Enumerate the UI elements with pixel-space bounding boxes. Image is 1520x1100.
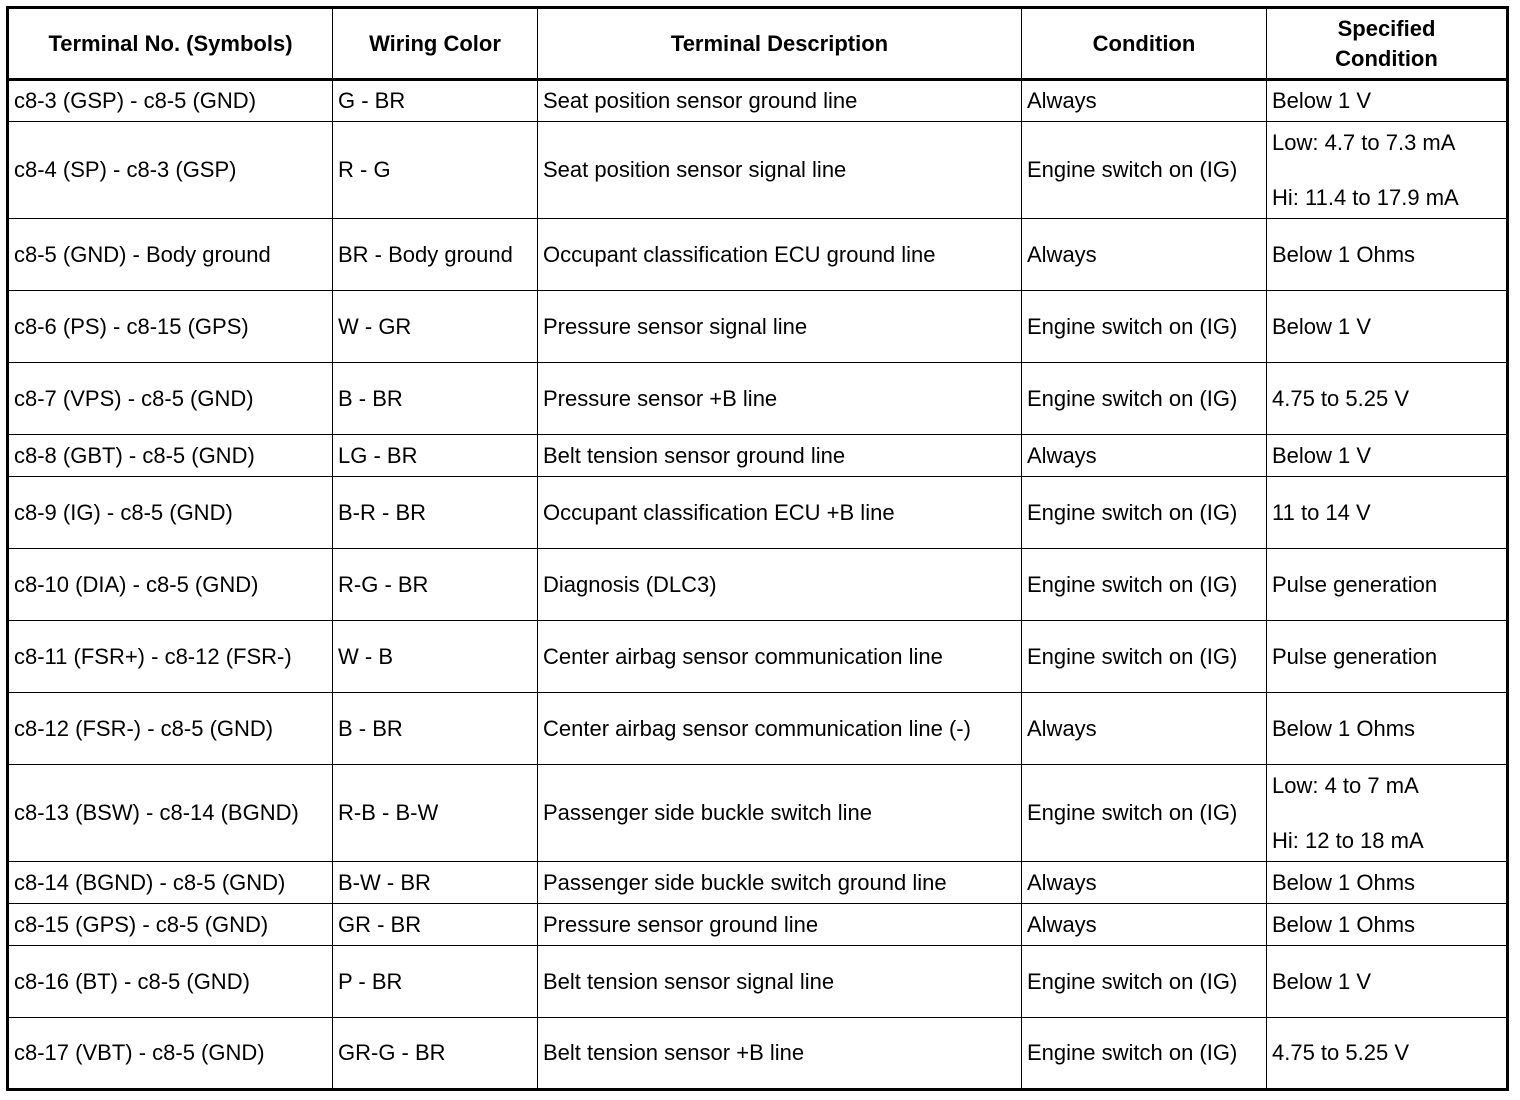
specified-condition-value: Pulse generation — [1272, 571, 1438, 597]
specified-condition-cell — [1267, 904, 1508, 946]
terminal-cell: c8-9 (IG) - c8-5 (GND) — [8, 477, 333, 549]
wiring-color-cell: W - B — [333, 621, 538, 693]
specified-condition-cell — [1267, 549, 1508, 621]
header-terminal-description: Terminal Description — [538, 8, 1022, 80]
specified-condition-values — [1272, 86, 1501, 116]
table-row — [8, 904, 1508, 946]
table-row — [8, 862, 1508, 904]
terminal-cell: c8-6 (PS) - c8-15 (GPS) — [8, 291, 333, 363]
table-header — [8, 8, 1508, 80]
terminal-spec-table — [6, 6, 1509, 1091]
specified-condition-value: Below 1 Ohms — [1272, 241, 1416, 267]
description-cell: Belt tension sensor ground line — [538, 435, 1022, 477]
terminal-cell: c8-4 (SP) - c8-3 (GSP) — [8, 122, 333, 219]
terminal-cell: c8-15 (GPS) - c8-5 (GND) — [8, 904, 333, 946]
condition-cell: Always — [1022, 219, 1267, 291]
specified-condition-value: Below 1 V — [1272, 968, 1372, 994]
specified-condition-cell — [1267, 693, 1508, 765]
specified-condition-cell — [1267, 1018, 1508, 1090]
wiring-color-cell: B-W - BR — [333, 862, 538, 904]
table-row — [8, 122, 1508, 219]
description-cell: Center airbag sensor communication line (-) — [538, 693, 1022, 765]
specified-condition-values — [1272, 128, 1501, 213]
terminal-cell: c8-8 (GBT) - c8-5 (GND) — [8, 435, 333, 477]
terminal-cell: c8-13 (BSW) - c8-14 (BGND) — [8, 765, 333, 862]
terminal-cell: c8-5 (GND) - Body ground — [8, 219, 333, 291]
condition-cell: Engine switch on (IG) — [1022, 946, 1267, 1018]
header-wiring-color: Wiring Color — [333, 8, 538, 80]
specified-condition-value: Below 1 V — [1272, 442, 1372, 468]
specified-condition-value: Below 1 Ohms — [1272, 715, 1416, 741]
specified-condition-values — [1272, 967, 1501, 997]
specified-condition-values — [1272, 441, 1501, 471]
specified-condition-value: Hi: 12 to 18 mA — [1272, 827, 1424, 853]
specified-condition-cell — [1267, 862, 1508, 904]
condition-cell: Engine switch on (IG) — [1022, 122, 1267, 219]
terminal-cell: c8-7 (VPS) - c8-5 (GND) — [8, 363, 333, 435]
description-cell: Passenger side buckle switch ground line — [538, 862, 1022, 904]
specified-condition-cell — [1267, 363, 1508, 435]
wiring-color-cell: GR - BR — [333, 904, 538, 946]
description-cell: Belt tension sensor +B line — [538, 1018, 1022, 1090]
wiring-color-cell: BR - Body ground — [333, 219, 538, 291]
specified-condition-value: 4.75 to 5.25 V — [1272, 1040, 1409, 1065]
wiring-color-cell: G - BR — [333, 80, 538, 122]
wiring-color-cell: GR-G - BR — [333, 1018, 538, 1090]
specified-condition-cell — [1267, 621, 1508, 693]
table-row — [8, 80, 1508, 122]
wiring-color-cell: R - G — [333, 122, 538, 219]
specified-condition-value: Low: 4 to 7 mA — [1272, 772, 1419, 798]
specified-condition-value: Below 1 V — [1272, 88, 1372, 113]
description-cell: Occupant classification ECU ground line — [538, 219, 1022, 291]
description-cell: Occupant classification ECU +B line — [538, 477, 1022, 549]
condition-cell: Engine switch on (IG) — [1022, 363, 1267, 435]
specified-condition-cell — [1267, 477, 1508, 549]
wiring-color-cell: B - BR — [333, 363, 538, 435]
terminal-cell: c8-12 (FSR-) - c8-5 (GND) — [8, 693, 333, 765]
condition-cell: Always — [1022, 693, 1267, 765]
terminal-cell: c8-16 (BT) - c8-5 (GND) — [8, 946, 333, 1018]
table-row — [8, 363, 1508, 435]
specified-condition-cell — [1267, 291, 1508, 363]
wiring-color-cell: B-R - BR — [333, 477, 538, 549]
specified-condition-values — [1272, 868, 1501, 898]
specified-condition-cell — [1267, 122, 1508, 219]
condition-cell: Engine switch on (IG) — [1022, 291, 1267, 363]
description-cell: Center airbag sensor communication line — [538, 621, 1022, 693]
header-row — [8, 8, 1508, 80]
specified-condition-values — [1272, 384, 1501, 414]
description-cell: Pressure sensor +B line — [538, 363, 1022, 435]
wiring-color-cell: W - GR — [333, 291, 538, 363]
table-row — [8, 477, 1508, 549]
terminal-cell: c8-11 (FSR+) - c8-12 (FSR-) — [8, 621, 333, 693]
specified-condition-cell — [1267, 219, 1508, 291]
table-row — [8, 435, 1508, 477]
header-terminal: Terminal No. (Symbols) — [8, 8, 333, 80]
specified-condition-cell — [1267, 80, 1508, 122]
specified-condition-value: Low: 4.7 to 7.3 mA — [1272, 129, 1456, 155]
specified-condition-values — [1272, 498, 1501, 528]
specified-condition-value: Pulse generation — [1272, 643, 1438, 669]
wiring-color-cell: P - BR — [333, 946, 538, 1018]
description-cell: Pressure sensor signal line — [538, 291, 1022, 363]
description-cell: Belt tension sensor signal line — [538, 946, 1022, 1018]
specified-condition-values — [1272, 1038, 1501, 1068]
specified-condition-value: Below 1 Ohms — [1272, 869, 1416, 895]
condition-cell: Always — [1022, 435, 1267, 477]
table-row — [8, 946, 1508, 1018]
specified-condition-cell — [1267, 946, 1508, 1018]
condition-cell: Always — [1022, 80, 1267, 122]
description-cell: Seat position sensor ground line — [538, 80, 1022, 122]
specified-condition-cell — [1267, 435, 1508, 477]
terminal-cell: c8-3 (GSP) - c8-5 (GND) — [8, 80, 333, 122]
specified-condition-values — [1272, 312, 1501, 342]
condition-cell: Engine switch on (IG) — [1022, 765, 1267, 862]
condition-cell: Engine switch on (IG) — [1022, 621, 1267, 693]
specified-condition-values — [1272, 910, 1501, 940]
condition-cell: Engine switch on (IG) — [1022, 477, 1267, 549]
wiring-color-cell: LG - BR — [333, 435, 538, 477]
description-cell: Pressure sensor ground line — [538, 904, 1022, 946]
specified-condition-value: 11 to 14 V — [1272, 499, 1371, 525]
terminal-cell: c8-14 (BGND) - c8-5 (GND) — [8, 862, 333, 904]
table-row — [8, 1018, 1508, 1090]
wiring-color-cell: B - BR — [333, 693, 538, 765]
wiring-color-cell: R-G - BR — [333, 549, 538, 621]
specified-condition-value: Hi: 11.4 to 17.9 mA — [1272, 184, 1459, 210]
table-row — [8, 765, 1508, 862]
specified-condition-values — [1272, 240, 1501, 270]
condition-cell: Engine switch on (IG) — [1022, 549, 1267, 621]
header-condition: Condition — [1022, 8, 1267, 80]
header-specified-condition-text: Specified Condition — [1335, 15, 1438, 71]
description-cell: Seat position sensor signal line — [538, 122, 1022, 219]
terminal-cell: c8-10 (DIA) - c8-5 (GND) — [8, 549, 333, 621]
specified-condition-value: 4.75 to 5.25 V — [1272, 385, 1409, 411]
specified-condition-value: Below 1 V — [1272, 313, 1372, 339]
condition-cell: Always — [1022, 904, 1267, 946]
specified-condition-values — [1272, 570, 1501, 600]
wiring-color-cell: R-B - B-W — [333, 765, 538, 862]
condition-cell: Engine switch on (IG) — [1022, 1018, 1267, 1090]
table-row — [8, 549, 1508, 621]
header-specified-condition — [1267, 8, 1508, 80]
specified-condition-cell — [1267, 765, 1508, 862]
table-row — [8, 693, 1508, 765]
specified-condition-values — [1272, 714, 1501, 744]
table-row — [8, 621, 1508, 693]
description-cell: Diagnosis (DLC3) — [538, 549, 1022, 621]
table-row — [8, 291, 1508, 363]
condition-cell: Always — [1022, 862, 1267, 904]
table-body — [8, 80, 1508, 1090]
specified-condition-value: Below 1 Ohms — [1272, 911, 1416, 937]
specified-condition-values — [1272, 771, 1501, 856]
description-cell: Passenger side buckle switch line — [538, 765, 1022, 862]
table-row — [8, 219, 1508, 291]
specified-condition-values — [1272, 642, 1501, 672]
terminal-cell: c8-17 (VBT) - c8-5 (GND) — [8, 1018, 333, 1090]
